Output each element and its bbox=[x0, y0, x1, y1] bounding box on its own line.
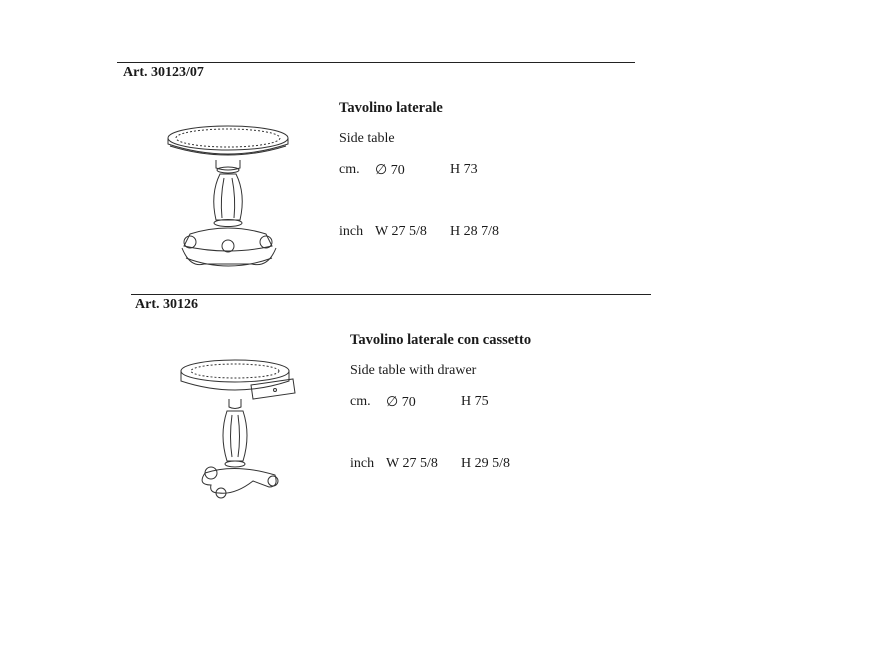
metric-unit: cm. bbox=[350, 394, 371, 409]
imperial-dimensions bbox=[339, 224, 499, 240]
side-table-with-drawer-illustration bbox=[175, 355, 305, 505]
product-title: Tavolino laterale bbox=[339, 100, 443, 116]
product-subtitle: Side table with drawer bbox=[350, 363, 477, 378]
imperial-unit: inch bbox=[350, 456, 375, 471]
diameter-value: ∅ 70 bbox=[375, 163, 405, 178]
metric-unit: cm. bbox=[339, 162, 360, 177]
height-value: H 29 5/8 bbox=[461, 456, 510, 471]
section-divider bbox=[131, 294, 651, 295]
section-divider bbox=[117, 62, 635, 63]
metric-dimensions bbox=[350, 394, 489, 411]
side-table-illustration bbox=[160, 124, 300, 274]
product-title: Tavolino laterale con cassetto bbox=[350, 332, 532, 348]
height-value: H 73 bbox=[450, 162, 478, 177]
imperial-unit: inch bbox=[339, 224, 364, 239]
metric-dimensions bbox=[339, 162, 478, 179]
height-value: H 75 bbox=[461, 394, 489, 409]
width-value: W 27 5/8 bbox=[386, 456, 438, 471]
product-subtitle: Side table bbox=[339, 131, 395, 146]
diameter-value: ∅ 70 bbox=[386, 395, 416, 410]
article-number: Art. 30126 bbox=[135, 297, 198, 312]
article-number: Art. 30123/07 bbox=[123, 65, 204, 80]
imperial-dimensions bbox=[350, 456, 510, 472]
height-value: H 28 7/8 bbox=[450, 224, 499, 239]
width-value: W 27 5/8 bbox=[375, 224, 427, 239]
